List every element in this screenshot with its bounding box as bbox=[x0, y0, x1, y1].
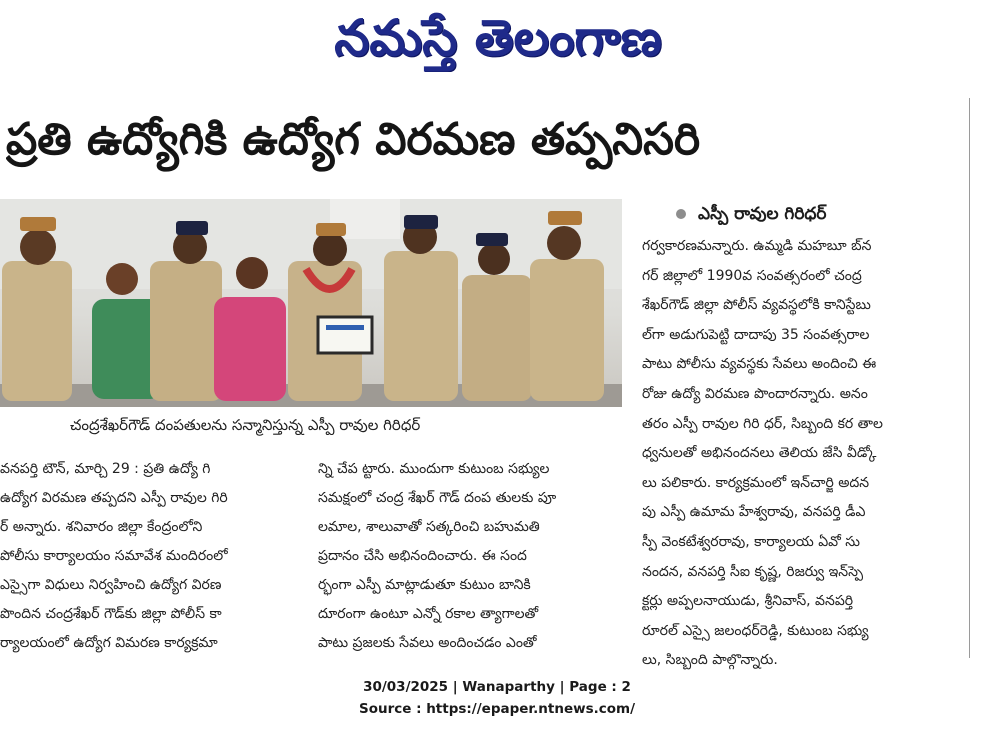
text-line: ధ్వనులతో అభినందనలు తెలియ జేసి వీడ్కో bbox=[642, 445, 877, 462]
footer-date-line: 30/03/2025 | Wanaparthy | Page : 2 bbox=[363, 679, 631, 695]
byline bbox=[676, 200, 966, 228]
text-line: ఎస్సైగా విధులు నిర్వహించి ఉద్యోగ విరణ bbox=[0, 577, 222, 593]
text-line: ర్భంగా ఎస్పీ మాట్లాడుతూ కుటుం బానికి bbox=[318, 577, 531, 593]
text-line: పాటు ప్రజలకు సేవలు అందించడం ఎంతో bbox=[318, 635, 537, 651]
text-line: నందన, వనపర్తి సీఐ కృష్ణ, రిజర్వు ఇన్‌స్పె bbox=[642, 563, 864, 580]
footer-source-line: Source : https://epaper.ntnews.com/ bbox=[358, 701, 636, 717]
page-footer bbox=[0, 676, 994, 720]
article-headline: ప్రతి ఉద్యోగికి ఉద్యోగ విరమణ తప్పనిసరి bbox=[6, 114, 701, 165]
text-line: ల్‌గా అడుగుపెట్టి దాదాపు 35 సంవత్సరాల bbox=[642, 326, 870, 343]
article-column-2 bbox=[318, 455, 630, 658]
text-line: క్టర్లు అప్పలనాయుడు, శ్రీనివాస్, వనపర్తి bbox=[642, 593, 854, 610]
text-line: లమాల, శాలువాతో సత్కరించి బహుమతి bbox=[318, 519, 540, 535]
text-line: లు పలికారు. కార్యక్రమంలో ఇన్‌చార్జి అదన bbox=[642, 474, 870, 491]
text-line: గర్వకారణమన్నారు. ఉమ్మడి మహబూ బ్‌న bbox=[642, 238, 872, 254]
text-line: రూరల్ ఎస్సై జలంధర్‌రెడ్డి, కుటుంబ సభ్యు bbox=[642, 622, 869, 639]
text-line: రోజు ఉద్యో విరమణ పొందారన్నారు. అనం bbox=[642, 385, 868, 402]
text-line: పొందిన చంద్రశేఖర్ గౌడ్‌కు జిల్లా పోలీస్ కా bbox=[0, 606, 222, 622]
article-column-1 bbox=[0, 455, 304, 658]
text-line: సమక్షంలో చంద్ర శేఖర్ గౌడ్ దంప తులకు పూ bbox=[318, 490, 557, 506]
text-line: ఉద్యోగ విరమణ తప్పదని ఎస్పీ రావుల గిరి bbox=[0, 490, 228, 506]
text-line: ప్రదానం చేసి అభినందించారు. ఈ సంద bbox=[318, 548, 527, 564]
bullet-icon bbox=[676, 209, 686, 219]
text-line: న్ని చేప ట్టారు. ముందుగా కుటుంబ సభ్యుల bbox=[318, 461, 550, 477]
text-line: తరం ఎస్పీ రావుల గిరి ధర్, సిబ్బంది కర తాల bbox=[642, 415, 883, 432]
text-line: శేఖర్‌గౌడ్ జిల్లా పోలీస్ వ్యవస్థలోకి కానిస్టేబు bbox=[642, 297, 871, 314]
text-line: పాటు పోలీసు వ్యవస్థకు సేవలు అందించి ఈ bbox=[642, 356, 877, 373]
article-column-3 bbox=[642, 232, 964, 676]
byline-text: ఎస్పీ రావుల గిరిధర్ bbox=[698, 204, 827, 224]
text-line: వనపర్తి టౌన్, మార్చి 29 : ప్రతి ఉద్యో గి bbox=[0, 461, 211, 477]
text-line: పోలీసు కార్యాలయం సమావేశ మందిరంలో bbox=[0, 548, 228, 564]
text-line: పు ఎస్పీ ఉమామ హేశ్వరావు, వనపర్తి డీఎ bbox=[642, 504, 866, 521]
text-line: స్పీ వెంకటేశ్వరరావు, కార్యాలయ ఏవో సు bbox=[642, 533, 860, 550]
text-line: దూరంగా ఉంటూ ఎన్నో రకాల త్యాగాలతో bbox=[318, 606, 539, 622]
column-divider bbox=[969, 98, 970, 658]
felicitation-photo-illustration bbox=[0, 199, 622, 407]
newspaper-masthead: నమస్తే తెలంగాణ bbox=[334, 8, 662, 67]
text-line: ర్ అన్నారు. శనివారం జిల్లా కేంద్రంలోని bbox=[0, 519, 203, 535]
photo-caption: చంద్రశేఖర్‌గౌడ్ దంపతులను సన్మానిస్తున్న ఎస్పీ రావుల గిరిధర్ bbox=[70, 416, 421, 434]
text-line: ర్యాలయంలో ఉద్యోగ విమరణ కార్యక్రమా bbox=[0, 635, 218, 651]
text-line: గర్ జిల్లాలో 1990వ సంవత్సరంలో చంద్ర bbox=[642, 267, 862, 284]
text-line: లు, సిబ్బంది పాల్గొన్నారు. bbox=[642, 652, 778, 669]
news-photo bbox=[0, 199, 622, 407]
